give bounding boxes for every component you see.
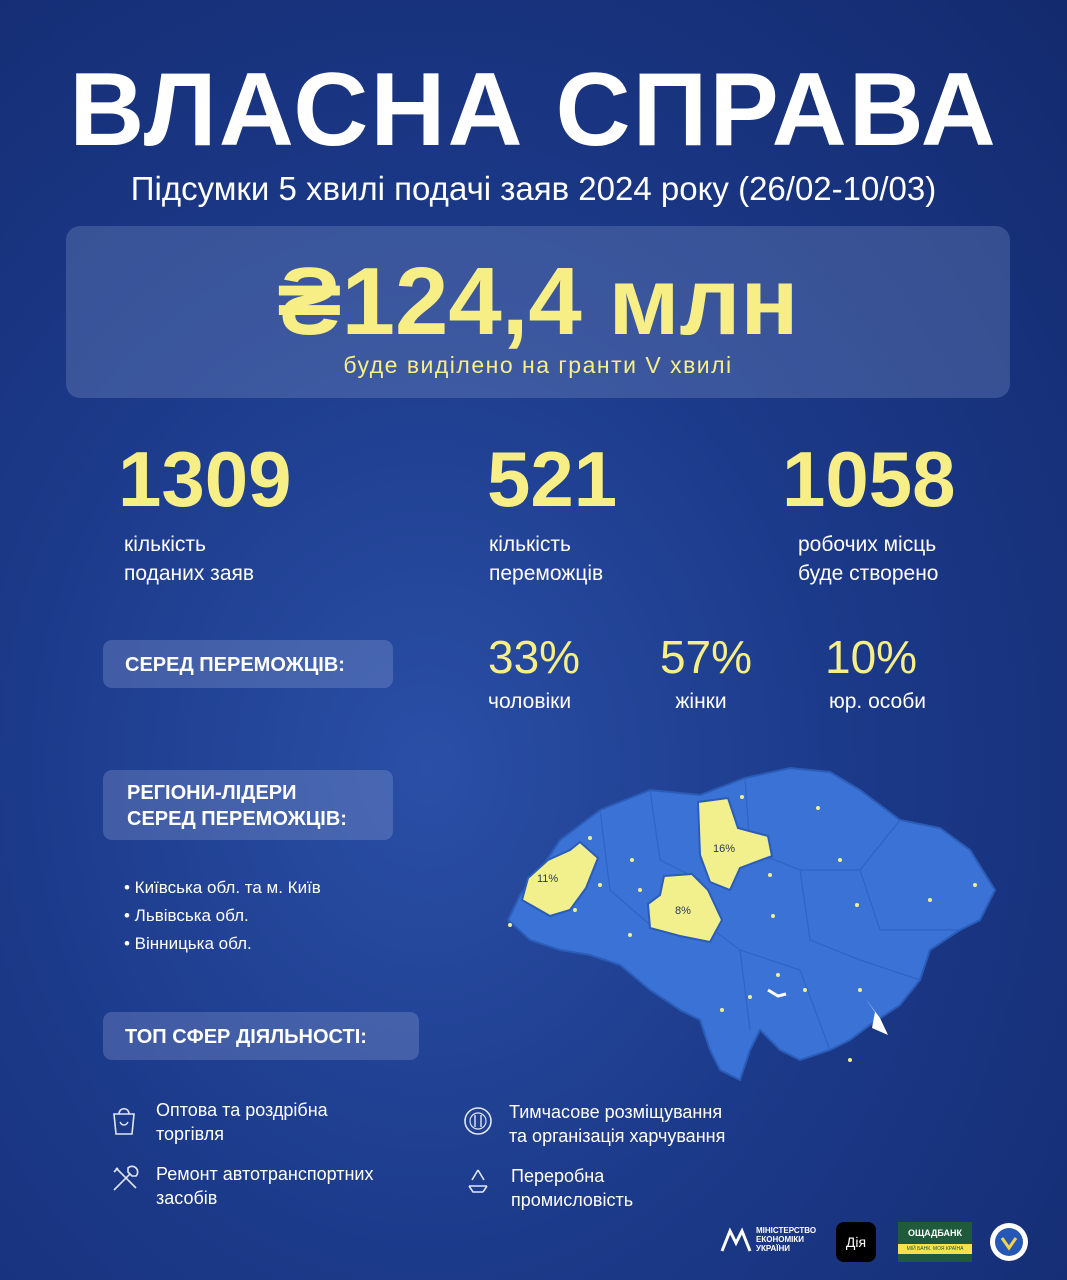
stat-label: робочих місць буде створено: [798, 533, 939, 585]
winners-heading: СЕРЕД ПЕРЕМОЖЦІВ:: [103, 640, 393, 688]
sector-auto-repair: Ремонт автотранспортних засобів: [156, 1164, 374, 1208]
stat-jobs: [782, 435, 956, 588]
plate-cutlery-icon: [463, 1106, 493, 1136]
page-subtitle: Підсумки 5 хвилі подачі заяв 2024 року (26/02-10/03): [130, 170, 937, 207]
list-item: • Львівська обл.: [124, 906, 249, 925]
map-label-lviv: 11%: [537, 873, 559, 885]
winners-legal: [825, 631, 926, 714]
pct-value: 10%: [825, 631, 918, 683]
grant-caption: буде виділено на гранти V хвилі: [343, 352, 733, 378]
list-item: • Київська обл. та м. Київ: [124, 878, 321, 897]
shopping-bag-icon: [110, 1104, 138, 1136]
sector-manufacturing: Переробна промисловість: [511, 1166, 634, 1210]
ukraine-map: [500, 750, 1010, 1090]
ministry-mark-icon: [720, 1227, 752, 1253]
winners-men: [488, 631, 581, 714]
pct-label: юр. особи: [829, 690, 926, 713]
winners-women: [656, 631, 756, 714]
ukraine-outline: [508, 768, 995, 1080]
page-title: ВЛАСНА СПРАВА: [69, 52, 998, 168]
stat-winners: [487, 435, 618, 588]
stat-value: 1309: [118, 435, 292, 523]
regions-heading: РЕГІОНИ-ЛІДЕРИ СЕРЕД ПЕРЕМОЖЦІВ:: [103, 770, 393, 840]
employment-center-logo: [988, 1221, 1030, 1268]
stat-value: 1058: [782, 435, 956, 523]
stat-applications: [118, 435, 292, 588]
map-label-kyiv: 16%: [713, 843, 736, 855]
pct-value: 33%: [488, 631, 581, 683]
pct-label: жінки: [675, 690, 727, 713]
map-label-vinnytsia: 8%: [675, 905, 691, 917]
diia-logo: Дія: [836, 1222, 876, 1262]
oschadbank-logo: ОЩАДБАНК МІЙ БАНК. МОЯ КРАЇНА: [898, 1222, 972, 1262]
regions-list: [124, 874, 321, 958]
sectors-heading: ТОП СФЕР ДІЯЛЬНОСТІ:: [103, 1012, 419, 1060]
list-item: • Вінницька обл.: [124, 934, 252, 953]
stat-value: 521: [487, 435, 618, 523]
tools-icon: [110, 1164, 140, 1194]
stat-label: кількість переможців: [489, 533, 604, 585]
sector-hospitality: Тимчасове розміщування та організація харчування: [509, 1102, 726, 1146]
ministry-logo: МІНІСТЕРСТВО ЕКОНОМІКИ УКРАЇНИ: [720, 1226, 816, 1253]
pct-value: 57%: [659, 631, 753, 683]
hero-panel: [66, 226, 1010, 398]
grant-amount: ₴124,4 млн: [277, 248, 799, 355]
pct-label: чоловіки: [488, 690, 572, 713]
sector-trade: Оптова та роздрібна торгівля: [156, 1100, 328, 1144]
recycle-icon: [463, 1166, 493, 1196]
stat-label: кількість поданих заяв: [124, 533, 255, 585]
